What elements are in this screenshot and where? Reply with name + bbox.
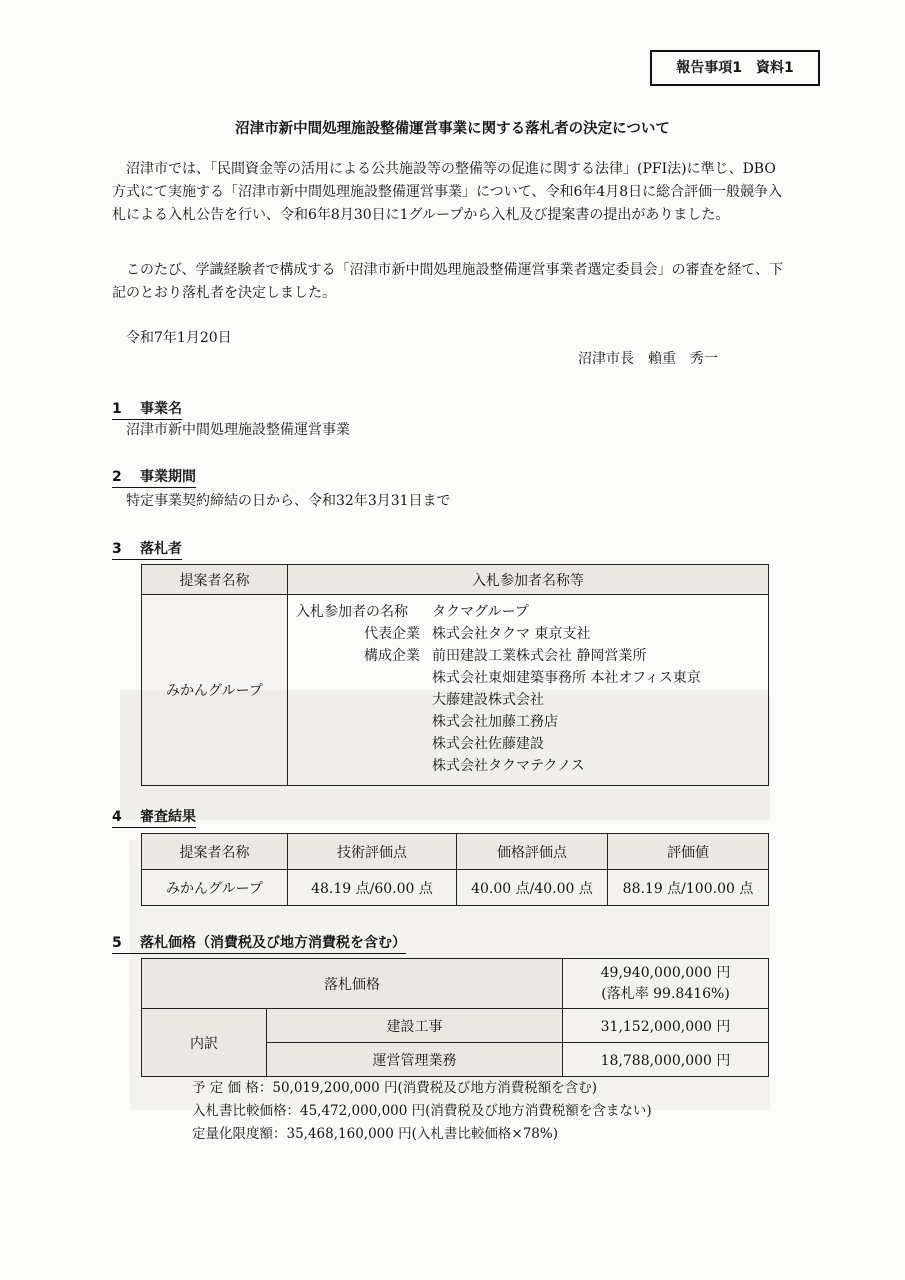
price-label: 落札価格 [142, 959, 563, 1009]
bidder-value: 株式会社タクマ 東京支社 [432, 626, 591, 642]
breakdown-item-label: 運営管理業務 [267, 1043, 563, 1077]
signature: 沼津市長 賴重 秀一 [578, 351, 718, 367]
bidder-label: 代表企業 [364, 626, 420, 642]
breakdown-label: 内訳 [142, 1009, 267, 1077]
section-4-heading: 4 審査結果 [112, 806, 196, 828]
bidder-labels [288, 595, 429, 786]
breakdown-item-label: 建設工事 [267, 1009, 563, 1043]
result-header: 技術評価点 [288, 834, 457, 870]
note-quantification-limit: 定量化限度額：35,468,160,000 円(入札書比較価格×78%) [192, 1126, 558, 1142]
note-estimated-price: 予 定 価 格：50,019,200,000 円(消費税及び地方消費税額を含む) [192, 1080, 598, 1096]
result-cell-tech: 48.19 点/60.00 点 [288, 870, 457, 906]
result-cell-proposer: みかんグループ [142, 870, 288, 906]
bidder-value: 株式会社タクマテクノス [432, 758, 585, 774]
bidder-group-name: みかんグループ [142, 595, 288, 786]
paragraph-intro: 沼津市では、「民間資金等の活用による公共施設等の整備等の促進に関する法律」(PFI法)に準じ、DBO方式にて実施する「沼津市新中間処理施設整備運営事業」について、令和6年4月8日に総合評価一般競争入札による入札公告を行い、令和6年8月30日に1グループから入札及び提案書の提出がありました。 [112, 161, 783, 223]
result-table [141, 833, 769, 906]
document-title: 沼津市新中間処理施設整備運営事業に関する落札者の決定について [235, 121, 670, 137]
section-1-heading: 1 事業名 [112, 398, 182, 420]
document-date: 令和7年1月20日 [126, 330, 232, 346]
paragraph-decision: このたび、学識経験者で構成する「沼津市新中間処理施設整備運営事業者選定委員会」の審査を経て、下記のとおり落札者を決定しました。 [112, 262, 784, 301]
bidder-label: 入札参加者の名称 [296, 604, 408, 620]
price-table [141, 958, 769, 1077]
bidder-table-header-proposer: 提案者名称 [142, 565, 288, 595]
bidder-value: 株式会社東畑建築事務所 本社オフィス東京 [432, 670, 701, 686]
bidder-value: 前田建設工業株式会社 静岡営業所 [432, 648, 647, 664]
report-tag: 報告事項1 資料1 [650, 50, 820, 86]
bidder-value: タクマグループ [432, 604, 529, 620]
section-2-body: 特定事業契約締結の日から、令和32年3月31日まで [126, 493, 451, 509]
section-1-body: 沼津市新中間処理施設整備運営事業 [126, 422, 350, 438]
breakdown-item-value: 18,788,000,000 円 [563, 1043, 769, 1077]
result-header: 価格評価点 [457, 834, 608, 870]
result-header: 提案者名称 [142, 834, 288, 870]
result-cell-price: 40.00 点/40.00 点 [457, 870, 608, 906]
bidder-values [428, 595, 769, 786]
bidder-label: 構成企業 [364, 648, 420, 664]
section-5-heading: 5 落札価格（消費税及び地方消費税を含む） [112, 932, 406, 954]
bidder-value: 株式会社加藤工務店 [432, 714, 558, 730]
bidder-value: 株式会社佐藤建設 [432, 736, 544, 752]
breakdown-item-value: 31,152,000,000 円 [563, 1009, 769, 1043]
note-comparison-price: 入札書比較価格：45,472,000,000 円(消費税及び地方消費税額を含まない) [192, 1103, 652, 1119]
result-header: 評価値 [608, 834, 769, 870]
bidder-table-header-participants: 入札参加者名称等 [288, 565, 769, 595]
section-3-heading: 3 落札者 [112, 538, 182, 560]
price-value: 49,940,000,000 円 [600, 964, 731, 981]
bidder-value: 大藤建設株式会社 [432, 692, 544, 708]
price-rate: (落札率 99.8416%) [601, 985, 730, 1002]
section-2-heading: 2 事業期間 [112, 466, 196, 488]
price-value-cell [563, 959, 769, 1009]
bidder-table [141, 564, 769, 786]
result-cell-total: 88.19 点/100.00 点 [608, 870, 769, 906]
